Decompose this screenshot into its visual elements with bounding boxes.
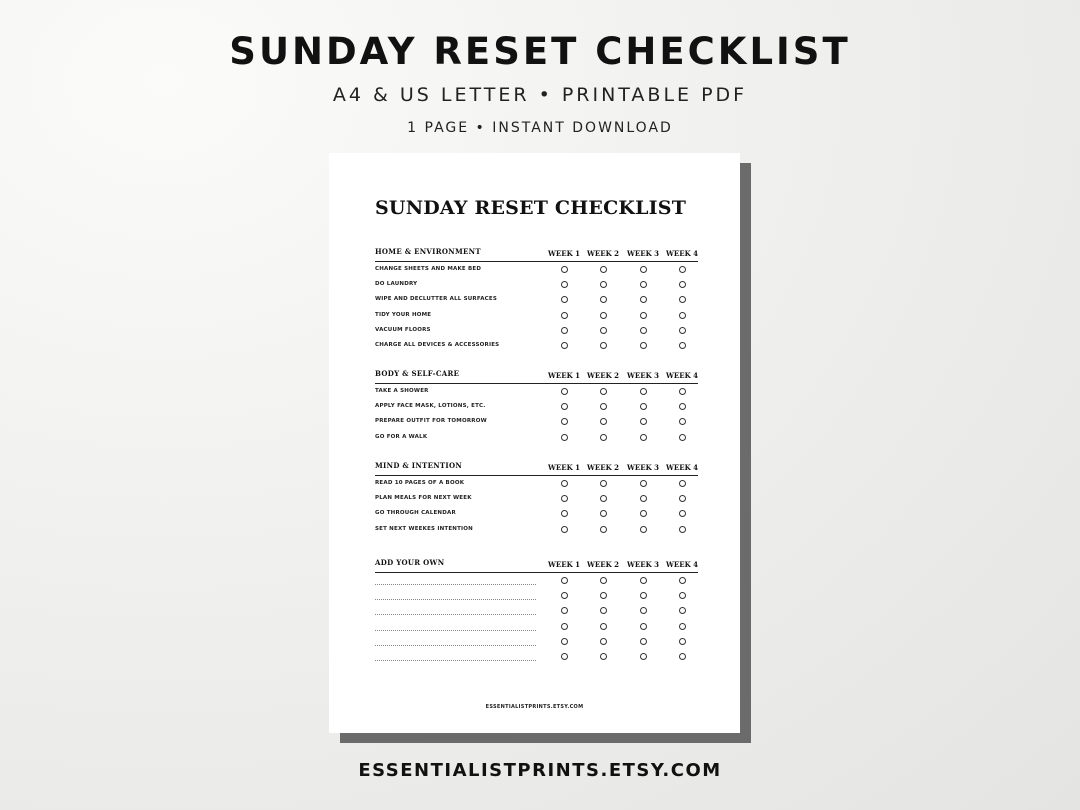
checklist-row <box>375 263 698 278</box>
week-column-header: WEEK 3 <box>627 560 659 569</box>
checkbox-circle <box>600 480 607 487</box>
checkbox-circle <box>640 480 647 487</box>
checkbox-circle <box>640 510 647 517</box>
week-column-header: WEEK 4 <box>666 371 698 380</box>
checkbox-circle <box>561 281 568 288</box>
checklist-row <box>375 620 698 635</box>
checkbox-circle <box>640 388 647 395</box>
checkbox-circle <box>679 327 686 334</box>
checkbox-circle <box>600 653 607 660</box>
checklist-row <box>375 400 698 415</box>
checkbox-circle <box>679 418 686 425</box>
checkbox-circle <box>640 623 647 630</box>
section-title: HOME & ENVIRONMENT <box>375 247 481 256</box>
checkbox-circle <box>561 480 568 487</box>
checklist-row <box>375 507 698 522</box>
checkbox-circle <box>600 577 607 584</box>
checkbox-circle <box>600 403 607 410</box>
checkbox-circle <box>679 638 686 645</box>
checkbox-circle <box>561 296 568 303</box>
week-column-header: WEEK 1 <box>548 371 580 380</box>
section-header <box>375 247 698 262</box>
task-label: CHARGE ALL DEVICES & ACCESSORIES <box>375 341 500 348</box>
week-column-header: WEEK 4 <box>666 249 698 258</box>
checklist-sheet <box>329 153 740 733</box>
checklist-row <box>375 523 698 538</box>
checkbox-circle <box>600 296 607 303</box>
task-label: GO THROUGH CALENDAR <box>375 510 456 517</box>
checklist-row <box>375 278 698 293</box>
checkbox-circle <box>561 418 568 425</box>
section-header <box>375 461 698 476</box>
checklist-row <box>375 415 698 430</box>
checklist-row <box>375 604 698 619</box>
checkbox-circle <box>640 403 647 410</box>
week-column-header: WEEK 4 <box>666 463 698 472</box>
checkbox-circle <box>600 510 607 517</box>
checkbox-circle <box>561 266 568 273</box>
task-label: PLAN MEALS FOR NEXT WEEK <box>375 495 472 502</box>
checkbox-circle <box>561 623 568 630</box>
checklist-row <box>375 431 698 446</box>
write-in-line <box>375 614 536 615</box>
checkbox-circle <box>600 266 607 273</box>
write-in-line <box>375 645 536 646</box>
checkbox-circle <box>600 388 607 395</box>
section-header <box>375 558 698 573</box>
checklist-section <box>375 558 698 665</box>
checklist-row <box>375 574 698 589</box>
checkbox-circle <box>679 592 686 599</box>
week-column-header: WEEK 3 <box>627 463 659 472</box>
checkbox-circle <box>561 526 568 533</box>
checkbox-circle <box>679 653 686 660</box>
section-header <box>375 369 698 384</box>
checkbox-circle <box>679 296 686 303</box>
checkbox-circle <box>640 577 647 584</box>
checkbox-circle <box>679 281 686 288</box>
week-column-header: WEEK 1 <box>548 560 580 569</box>
checkbox-circle <box>640 638 647 645</box>
week-column-header: WEEK 2 <box>587 249 619 258</box>
checkbox-circle <box>679 623 686 630</box>
checkbox-circle <box>640 327 647 334</box>
checklist-row <box>375 589 698 604</box>
checklist-row <box>375 650 698 665</box>
write-in-line <box>375 584 536 585</box>
checklist-section <box>375 369 698 446</box>
checkbox-circle <box>561 312 568 319</box>
checkbox-circle <box>600 434 607 441</box>
checklist-row <box>375 309 698 324</box>
checkbox-circle <box>561 434 568 441</box>
checkbox-circle <box>561 638 568 645</box>
task-label: DO LAUNDRY <box>375 281 418 288</box>
write-in-line <box>375 660 536 661</box>
section-rows <box>375 573 698 665</box>
format-subtitle: A4 & US LETTER • PRINTABLE PDF <box>332 84 748 106</box>
checklist-section <box>375 247 698 354</box>
checkbox-circle <box>561 577 568 584</box>
checkbox-circle <box>600 526 607 533</box>
task-label: READ 10 PAGES OF A BOOK <box>375 480 465 486</box>
checkbox-circle <box>561 342 568 349</box>
week-column-header: WEEK 1 <box>548 249 580 258</box>
checkbox-circle <box>600 638 607 645</box>
checkbox-circle <box>561 653 568 660</box>
task-label: TIDY YOUR HOME <box>375 311 432 318</box>
checkbox-circle <box>640 418 647 425</box>
checkbox-circle <box>600 607 607 614</box>
checkbox-circle <box>640 607 647 614</box>
week-column-header: WEEK 2 <box>587 371 619 380</box>
checkbox-circle <box>679 266 686 273</box>
section-rows <box>375 384 698 446</box>
task-label: GO FOR A WALK <box>375 433 428 440</box>
checkbox-circle <box>679 388 686 395</box>
checkbox-circle <box>561 403 568 410</box>
checkbox-circle <box>561 607 568 614</box>
checkbox-circle <box>600 495 607 502</box>
checkbox-circle <box>640 281 647 288</box>
checkbox-circle <box>679 480 686 487</box>
task-label: APPLY FACE MASK, LOTIONS, ETC. <box>375 403 486 410</box>
download-subtitle: 1 PAGE • INSTANT DOWNLOAD <box>407 120 673 136</box>
task-label: VACUUM FLOORS <box>375 326 431 333</box>
checkbox-circle <box>600 623 607 630</box>
write-in-line <box>375 630 536 631</box>
checkbox-circle <box>679 342 686 349</box>
week-column-header: WEEK 4 <box>666 560 698 569</box>
checkbox-circle <box>600 312 607 319</box>
checkbox-circle <box>640 526 647 533</box>
checkbox-circle <box>600 592 607 599</box>
checkbox-circle <box>600 342 607 349</box>
checkbox-circle <box>640 434 647 441</box>
task-label: PREPARE OUTFIT FOR TOMORROW <box>375 418 487 425</box>
checkbox-circle <box>640 312 647 319</box>
checkbox-circle <box>561 592 568 599</box>
checkbox-circle <box>679 312 686 319</box>
checkbox-circle <box>561 388 568 395</box>
section-rows <box>375 476 698 538</box>
shop-url: ESSENTIALISTPRINTS.ETSY.COM <box>358 760 722 781</box>
week-column-header: WEEK 1 <box>548 463 580 472</box>
write-in-line <box>375 599 536 600</box>
checkbox-circle <box>640 495 647 502</box>
section-rows <box>375 262 698 354</box>
task-label: TAKE A SHOWER <box>375 388 429 394</box>
checkbox-circle <box>679 403 686 410</box>
task-label: WIPE AND DECLUTTER ALL SURFACES <box>375 296 498 303</box>
checkbox-circle <box>561 510 568 517</box>
checklist-row <box>375 477 698 492</box>
checklist-row <box>375 324 698 339</box>
checkbox-circle <box>561 327 568 334</box>
checklist-row <box>375 492 698 507</box>
checkbox-circle <box>679 434 686 441</box>
checkbox-circle <box>600 327 607 334</box>
week-column-header: WEEK 2 <box>587 560 619 569</box>
week-column-header: WEEK 3 <box>627 371 659 380</box>
checkbox-circle <box>600 281 607 288</box>
checkbox-circle <box>679 526 686 533</box>
checkbox-circle <box>679 607 686 614</box>
checkbox-circle <box>679 510 686 517</box>
checklist-row <box>375 635 698 650</box>
checkbox-circle <box>640 296 647 303</box>
week-column-header: WEEK 3 <box>627 249 659 258</box>
document-footer-url: ESSENTIALISTPRINTS.ETSY.COM <box>485 704 584 710</box>
task-label: CHANGE SHEETS AND MAKE BED <box>375 266 482 272</box>
task-label: SET NEXT WEEKES INTENTION <box>375 525 473 532</box>
document-title: SUNDAY RESET CHECKLIST <box>375 197 687 219</box>
section-title: MIND & INTENTION <box>375 461 463 470</box>
week-column-header: WEEK 2 <box>587 463 619 472</box>
section-title: BODY & SELF-CARE <box>375 369 460 378</box>
checkbox-circle <box>640 653 647 660</box>
checkbox-circle <box>679 495 686 502</box>
checkbox-circle <box>561 495 568 502</box>
checklist-section <box>375 461 698 538</box>
section-title: ADD YOUR OWN <box>375 558 445 567</box>
checkbox-circle <box>640 592 647 599</box>
checklist-row <box>375 385 698 400</box>
checkbox-circle <box>640 342 647 349</box>
checkbox-circle <box>640 266 647 273</box>
checkbox-circle <box>600 418 607 425</box>
checklist-row <box>375 339 698 354</box>
checkbox-circle <box>679 577 686 584</box>
page-title: SUNDAY RESET CHECKLIST <box>229 30 851 73</box>
checklist-row <box>375 293 698 308</box>
